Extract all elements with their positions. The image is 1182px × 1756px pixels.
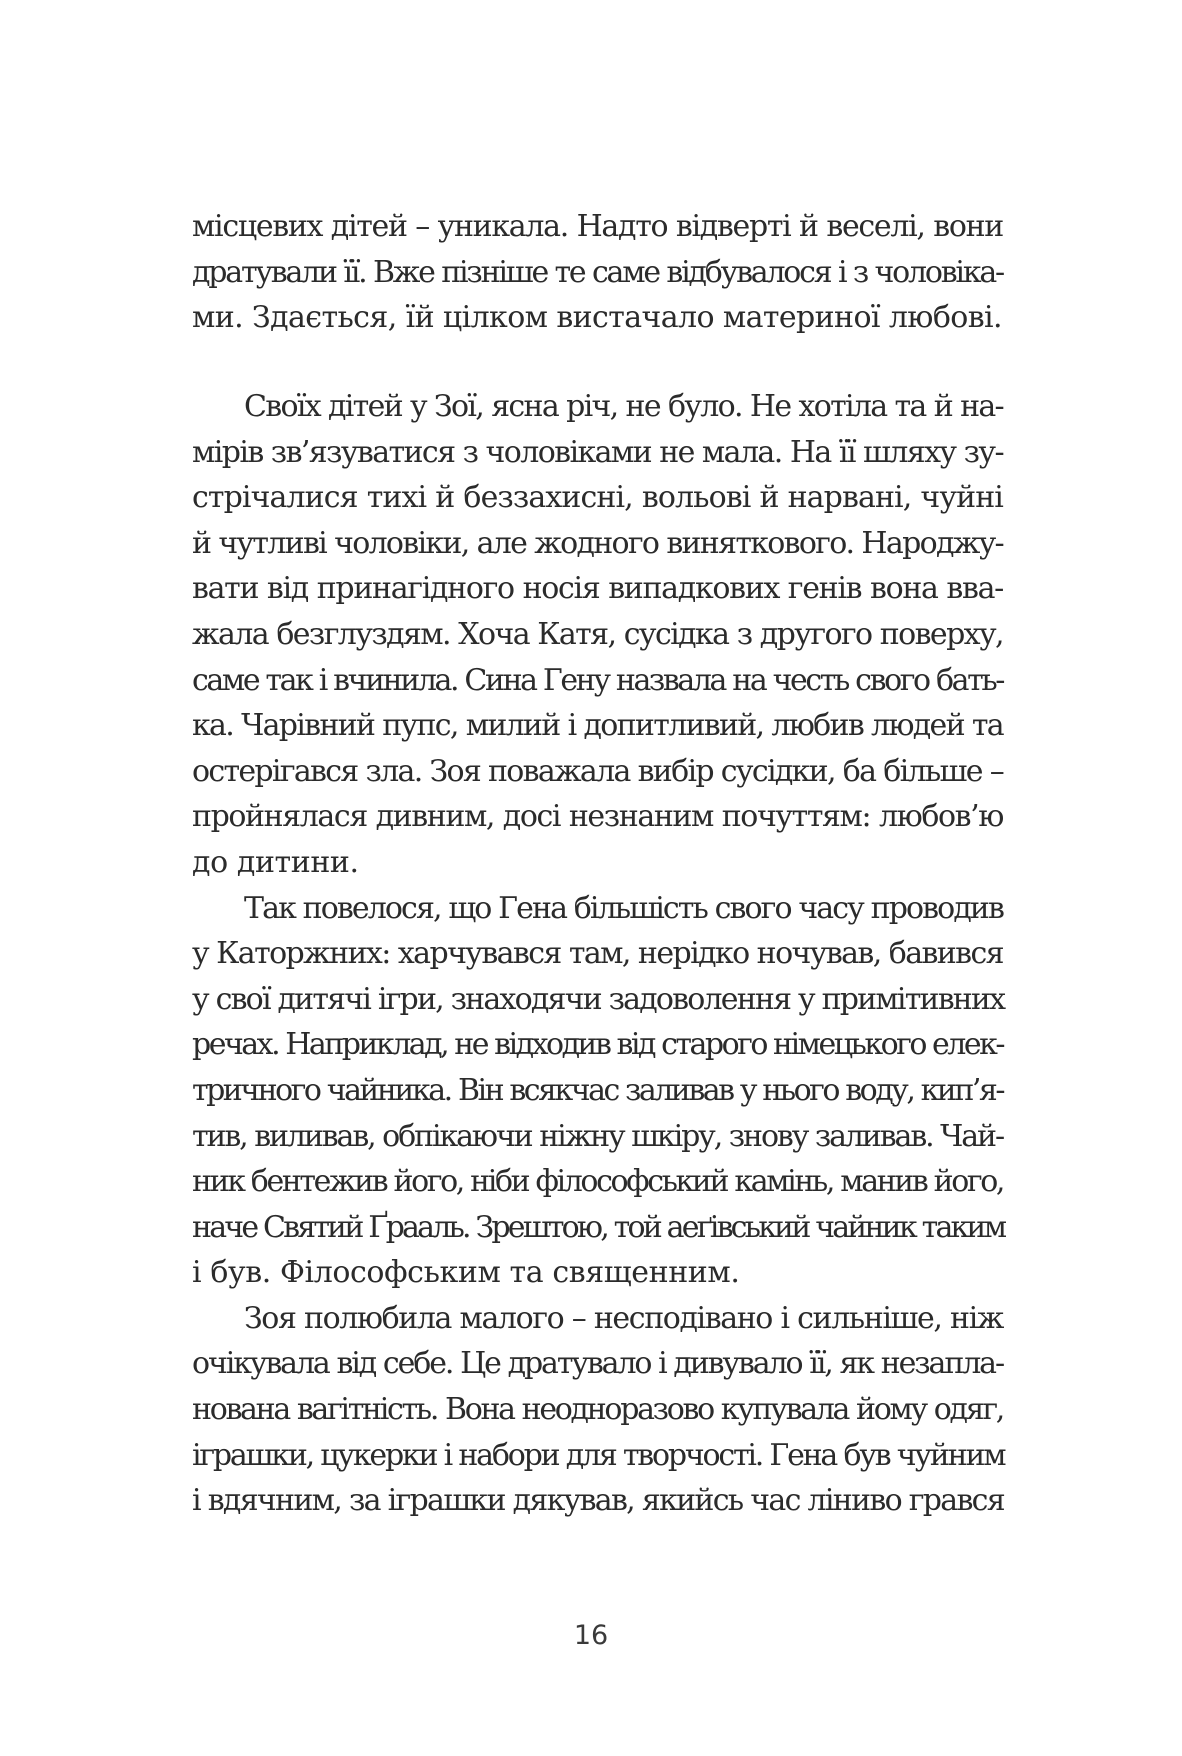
text-line: тив, виливав, обпікаючи ніжну шкіру, знову заливав. Чай- bbox=[192, 1118, 1003, 1154]
text-line: дратували її. Вже пізніше те саме відбувалося і з чоловіка- bbox=[192, 254, 1003, 290]
text-block-section bbox=[192, 384, 1003, 1524]
text-block-continuation bbox=[192, 204, 1003, 341]
text-line: ка. Чарівний пупс, милий і допитливий, любив людей та bbox=[192, 708, 1003, 744]
text-line: і вдячним, за іграшки дякував, якийсь час ліниво грався bbox=[192, 1483, 1004, 1519]
text-line: очікувала від себе. Це дратувало і дивувало її, як незапла- bbox=[192, 1346, 1003, 1382]
text-line: Своїх дітей у Зої, ясна річ, не було. Не хотіла та й на- bbox=[244, 389, 1003, 424]
text-line: до дитини. bbox=[192, 844, 359, 880]
text-line: остерігався зла. Зоя поважала вибір сусідки, ба більше – bbox=[192, 753, 1003, 789]
text-line: іграшки, цукерки і набори для творчості. Гена був чуйним bbox=[192, 1437, 1005, 1473]
text-line: нована вагітність. Вона неодноразово купувала йому одяг, bbox=[192, 1392, 1003, 1428]
text-line: у свої дитячі ігри, знаходячи задоволення у примітивних bbox=[192, 981, 1005, 1017]
text-line: Зоя полюбила малого – несподівано і сильніше, ніж bbox=[244, 1300, 1003, 1336]
text-line: стрічалися тихі й беззахисні, вольові й нарвані, чуйні bbox=[192, 480, 1003, 516]
text-line: саме так і вчинила. Сина Гену назвала на честь свого бать- bbox=[192, 662, 1003, 698]
text-line: Так повелося, що Гена більшість свого часу проводив bbox=[244, 890, 1003, 926]
text-line: речах. Наприклад, не відходив від старого німецького елек- bbox=[192, 1027, 1003, 1063]
page-number: 16 bbox=[573, 1620, 609, 1651]
text-line: ми. Здається, їй цілком вистачало материної любові. bbox=[192, 300, 1002, 336]
text-line: пройнялася дивним, досі незнаним почуттям: любов’ю bbox=[192, 799, 1003, 835]
text-line: наче Святий Ґрааль. Зрештою, той аеґівський чайник таким bbox=[192, 1209, 1005, 1245]
text-line: й чутливі чоловіки, але жодного виняткового. Народжу- bbox=[192, 525, 1003, 561]
text-line: тричного чайника. Він всякчас заливав у нього воду, кип’я- bbox=[192, 1072, 1003, 1108]
text-line: місцевих дітей – уникала. Надто відверті й веселі, вони bbox=[192, 209, 1003, 244]
text-line: жала безглуздям. Хоча Катя, сусідка з другого поверху, bbox=[192, 616, 1003, 652]
text-line: ник бентежив його, ніби філософський камінь, манив його, bbox=[192, 1164, 1003, 1200]
text-line: у Каторжних: харчувався там, нерідко ночував, бавився bbox=[192, 936, 1003, 972]
text-line: і був. Філософським та священним. bbox=[192, 1255, 740, 1291]
text-line: вати від принагідного носія випадкових генів вона вва- bbox=[192, 571, 1003, 607]
text-line: мірів зв’язуватися з чоловіками не мала. На її шляху зу- bbox=[192, 434, 1003, 470]
